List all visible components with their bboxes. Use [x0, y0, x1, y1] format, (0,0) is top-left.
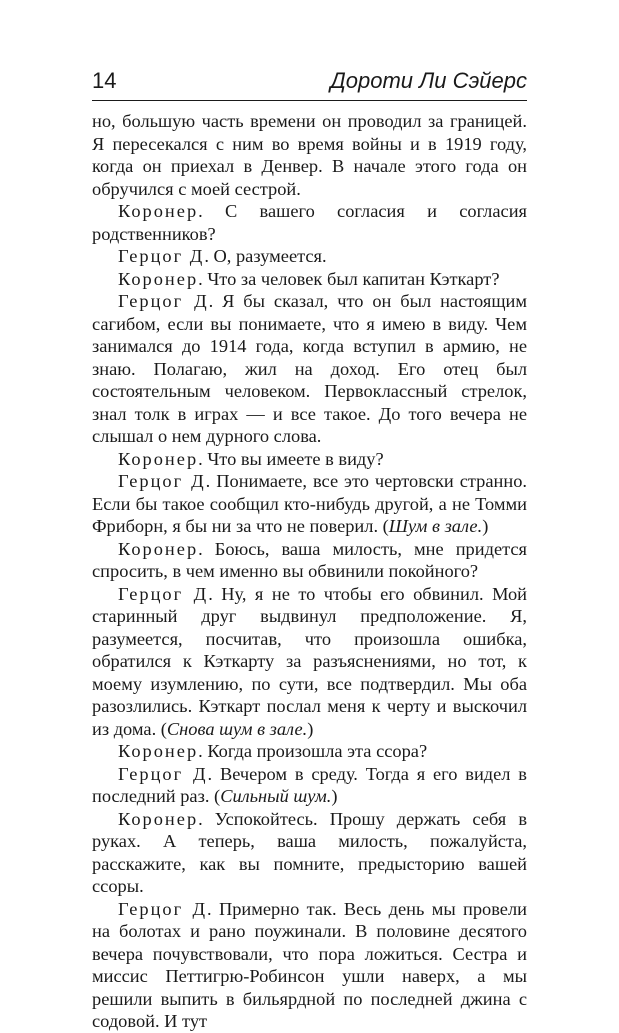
paragraph [92, 290, 527, 448]
paragraph-text: ) [482, 516, 489, 536]
paragraph [92, 268, 527, 291]
body-text [92, 110, 527, 1033]
paragraph [92, 110, 527, 200]
page-header [92, 66, 527, 101]
paragraph-text: . Когда произошла эта ссора? [198, 741, 428, 761]
speaker-name: Коронер [118, 448, 199, 469]
paragraph-text: . Успокойтесь. Прошу держать себя в руках. А теперь, ваша милость, пожалуйста, расскажите, как вы помните, предысторию вашей ссоры. [92, 808, 527, 896]
speaker-name: Коронер [118, 538, 199, 559]
speaker-name: Коронер [118, 741, 199, 761]
paragraph [92, 470, 527, 538]
paragraph-text: . Что за человек был капитан Кэткарт? [198, 268, 500, 289]
speaker-name: Коронер [118, 808, 199, 829]
speaker-name: Герцог Д [118, 471, 206, 491]
paragraph-text: . Боюсь, ваша милость, мне придется спросить, в чем именно вы обвинили покойного? [92, 538, 527, 581]
speaker-name: Коронер [118, 201, 199, 221]
paragraph [92, 740, 527, 763]
paragraph-text: ) [307, 718, 314, 739]
paragraph [92, 583, 527, 741]
stage-direction: Шум в зале. [388, 516, 483, 536]
paragraph [92, 898, 527, 1033]
paragraph [92, 538, 527, 583]
paragraph-text: . Я бы сказал, что он был настоящим сагибом, если вы понимаете, что я имею в виду. Чем занимался до 1914 года, когда вступил в армию, не знаю. Полагаю, жил на доход. Его отец был состоятельным человеком. Первоклассный стрелок, знал толк в играх — и все такое. До того вечера не слышал о нем дурного слова. [92, 291, 527, 446]
paragraph-text: . Что вы имеете в виду? [198, 448, 384, 469]
paragraph [92, 808, 527, 898]
speaker-name: Герцог Д [118, 246, 205, 266]
paragraph [92, 448, 527, 471]
paragraph-text: но, большую часть времени он проводил за границей. Я пересекался с ним во время войны и в 1919 году, когда он приехал в Денвер. В начале этого года он обручился с моей сестрой. [92, 111, 527, 199]
speaker-name: Герцог Д [118, 291, 209, 311]
paragraph-text: . С вашего согласия и согласия родственников? [92, 201, 527, 244]
running-head: Дороти Ли Сэйерс [330, 68, 527, 93]
stage-direction: Снова шум в зале. [166, 718, 308, 739]
paragraph [92, 763, 527, 808]
paragraph-text: . Ну, я не то чтобы его обвинил. Мой старинный друг выдвинул предположение. Я, разумеется, посчитав, что произошла ошибка, обратился к Кэткарту за разъяснениями, но тот, к моему изумлению, по сути, все подтвердил. Мы оба разозлились. Кэткарт послал меня к черту и выскочил из дома. ( [92, 583, 528, 739]
paragraph-text: . Понимаете, все это чертовски странно. Если бы такое сообщил кто-нибудь другой, а не Томми Фриборн, я бы ни за что не поверил. ( [92, 471, 527, 536]
paragraph-text: ) [331, 786, 338, 806]
speaker-name: Герцог Д [118, 763, 208, 784]
paragraph [92, 200, 527, 245]
paragraph-text: . Примерно так. Весь день мы провели на болотах и рано поужинали. В половине десятого вечера почувствовали, что пора ложиться. Сестра и миссис Петтигрю-Робинсон ушли наверх, а мы решили выпить в бильярдной по последней джина с содовой. И тут [92, 898, 527, 1031]
speaker-name: Герцог Д [118, 898, 208, 919]
paragraph-text: . Вечером в среду. Тогда я его видел в последний раз. ( [92, 763, 527, 806]
paragraph [92, 245, 527, 268]
page-number: 14 [92, 68, 117, 93]
paragraph-text: . О, разумеется. [204, 246, 327, 266]
stage-direction: Сильный шум. [220, 786, 332, 806]
speaker-name: Герцог Д [118, 583, 209, 604]
speaker-name: Коронер [118, 268, 199, 289]
